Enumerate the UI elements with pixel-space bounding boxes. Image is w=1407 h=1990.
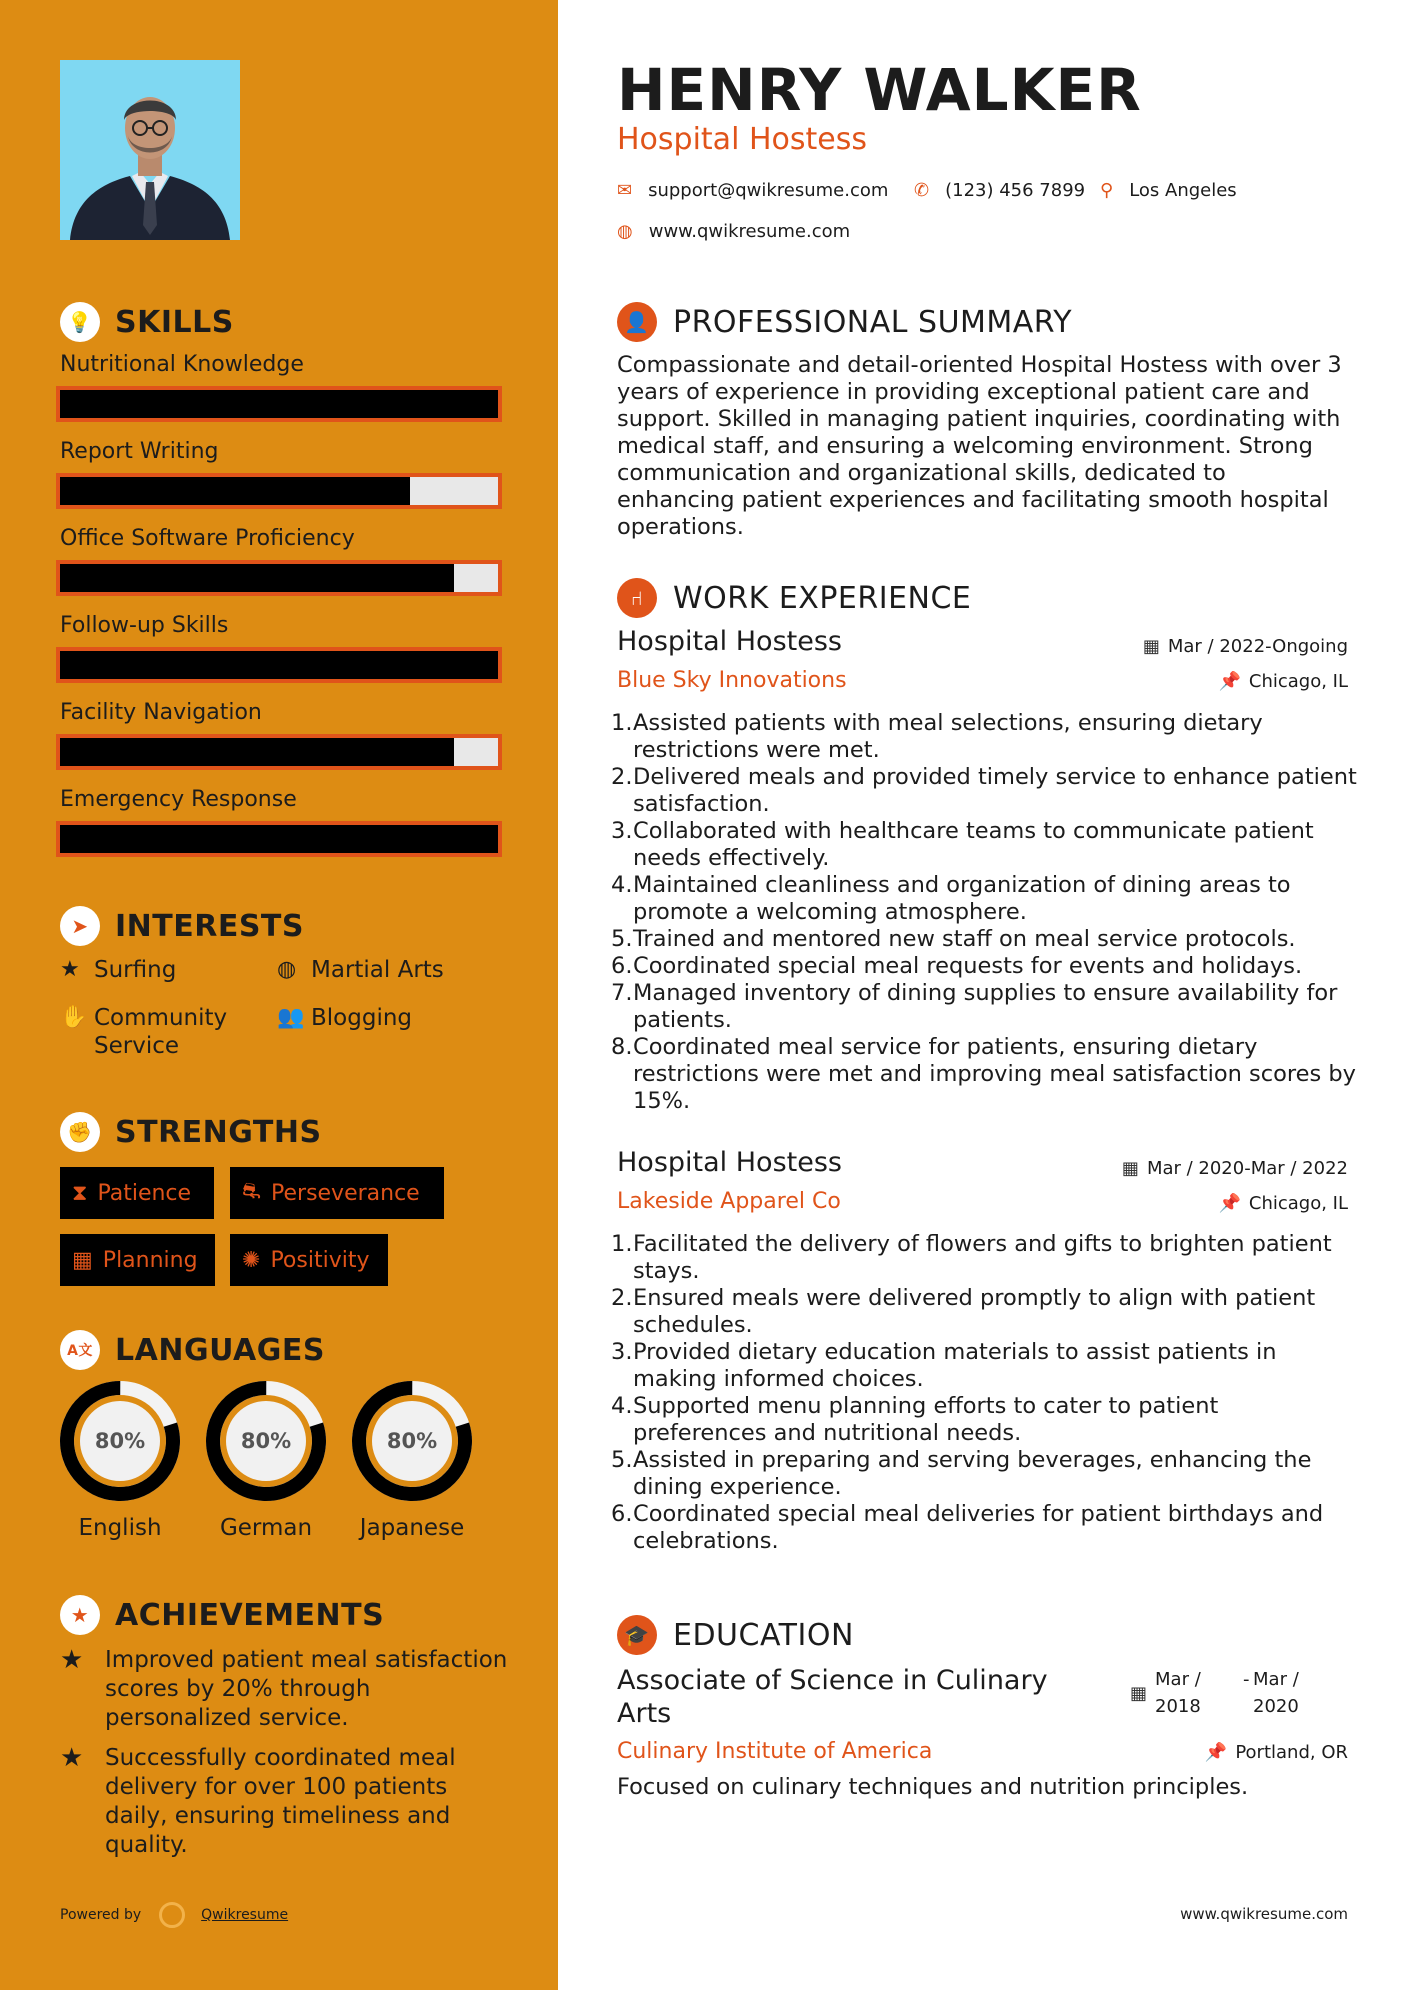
qwikresume-logo-icon	[159, 1902, 185, 1928]
paper-plane-icon: ➤	[60, 906, 100, 946]
strength-badge: ▦ Planning	[60, 1234, 215, 1286]
language-name: German	[219, 1515, 313, 1541]
contact-website[interactable]: ◍ www.qwikresume.com	[617, 221, 851, 242]
list-item: 6. Coordinated special meal deliveries for patient birthdays and celebrations.	[611, 1501, 1324, 1554]
interest-item: ★ Surfing	[60, 957, 177, 983]
job-dates: ▦ Mar / 2020-Mar / 2022	[1121, 1158, 1348, 1179]
translate-icon: A文	[60, 1330, 100, 1370]
language-percent: 80%	[240, 1429, 292, 1453]
shooting-star-icon: ★	[60, 1743, 84, 1773]
skill-bar	[56, 386, 502, 422]
skill-bar	[56, 734, 502, 770]
strengths-heading: ✊ STRENGTHS	[60, 1112, 322, 1152]
education-dates: ▦ Mar / 2018 - Mar / 2020	[1130, 1669, 1299, 1717]
language-ring	[59, 1380, 181, 1502]
hand-icon: ✋	[60, 1005, 88, 1030]
pushpin-icon: 📌	[1218, 671, 1241, 692]
calendar-icon: ▦	[1130, 1683, 1148, 1704]
list-item: 4. Maintained cleanliness and organization of dining areas to promote a welcoming atmosphere.	[611, 872, 1291, 925]
skill-label: Office Software Proficiency	[60, 526, 355, 551]
shooting-star-icon: ★	[60, 1645, 84, 1675]
language-ring	[351, 1380, 473, 1502]
list-item: 7. Managed inventory of dining supplies to ensure availability for patients.	[611, 980, 1338, 1033]
language-name: Japanese	[359, 1515, 465, 1541]
skill-label: Report Writing	[60, 439, 219, 464]
pushpin-icon: 📌	[1218, 1193, 1241, 1214]
globe-icon: ◍	[617, 221, 633, 242]
candidate-name: HENRY WALKER	[617, 56, 1142, 124]
user-icon: 👤	[617, 302, 657, 342]
profile-photo	[60, 60, 240, 240]
summary-text: Compassionate and detail-oriented Hospital Hostess with over 3 years of experience in providing exceptional patient care and support. Skilled in managing patient inquiries, coordinating with medical staff, and ensuring a welcoming environment. Strong communication and organizational skills, dedicated to enhancing patient experiences and facilitating smooth hospital operations.	[617, 352, 1342, 540]
sidebar	[0, 0, 558, 1990]
sun-icon: ✺	[242, 1247, 261, 1273]
skill-label: Follow-up Skills	[60, 613, 229, 638]
list-item: 6. Coordinated special meal requests for events and holidays.	[611, 953, 1303, 979]
skill-bar-fill	[60, 825, 498, 853]
calendar-icon: ▦	[1121, 1158, 1139, 1179]
education-location: 📌 Portland, OR	[1204, 1742, 1348, 1763]
skill-bar	[56, 560, 502, 596]
list-item: 2. Delivered meals and provided timely service to enhance patient satisfaction.	[611, 764, 1357, 817]
list-item: 4. Supported menu planning efforts to cater to patient preferences and nutritional needs.	[611, 1393, 1219, 1446]
graduation-cap-icon: 🎓	[617, 1615, 657, 1655]
lightbulb-icon: 💡	[60, 302, 100, 342]
job-bullets	[611, 710, 1357, 1115]
job-dates: ▦ Mar / 2022-Ongoing	[1142, 636, 1348, 657]
skill-bar	[56, 473, 502, 509]
road-icon: ⛐	[242, 1179, 261, 1204]
school-name: Culinary Institute of America	[617, 1739, 933, 1764]
skill-bar	[56, 647, 502, 683]
skill-label: Nutritional Knowledge	[60, 352, 304, 377]
map-pin-icon: ⚲	[1100, 180, 1114, 201]
education-description: Focused on culinary techniques and nutrition principles.	[617, 1774, 1249, 1800]
company-name: Blue Sky Innovations	[617, 668, 847, 693]
candidate-role: Hospital Hostess	[617, 122, 867, 157]
language-ring	[205, 1380, 327, 1502]
job-title: Hospital Hostess	[617, 626, 842, 657]
list-item: 1. Facilitated the delivery of flowers and gifts to brighten patient stays.	[611, 1231, 1332, 1284]
star-icon: ★	[60, 957, 80, 982]
achievements-heading: ★ ACHIEVEMENTS	[60, 1595, 384, 1635]
interest-item: ◍ Martial Arts	[277, 957, 444, 983]
list-item: 3. Collaborated with healthcare teams to communicate patient needs effectively.	[611, 818, 1314, 871]
list-item: 5. Assisted in preparing and serving beverages, enhancing the dining experience.	[611, 1447, 1312, 1500]
list-item: 5. Trained and mentored new staff on meal service protocols.	[611, 926, 1296, 952]
strength-badge: ✺ Positivity	[230, 1234, 388, 1286]
skill-bar-fill	[60, 564, 454, 592]
users-icon: 👥	[277, 1005, 305, 1030]
phone-icon: ✆	[914, 180, 930, 201]
language-percent: 80%	[386, 1429, 438, 1453]
list-item: 3. Provided dietary education materials to assist patients in making informed choices.	[611, 1339, 1277, 1392]
skill-label: Facility Navigation	[60, 700, 262, 725]
interests-heading: ➤ INTERESTS	[60, 906, 304, 946]
calendar-icon: ▦	[1142, 636, 1160, 657]
contact-phone[interactable]: ✆ (123) 456 7899	[914, 180, 1086, 201]
job-title: Hospital Hostess	[617, 1147, 842, 1178]
calendar-icon: ▦	[72, 1247, 93, 1273]
interest-item: 👥 Blogging	[277, 1005, 413, 1031]
skill-bar	[56, 821, 502, 857]
work-heading: ⑁ WORK EXPERIENCE	[617, 578, 971, 618]
summary-heading: 👤 PROFESSIONAL SUMMARY	[617, 302, 1072, 342]
list-item: 1. Assisted patients with meal selections, ensuring dietary restrictions were met.	[611, 710, 1263, 763]
pushpin-icon: 📌	[1204, 1742, 1228, 1763]
achievement-item: ★ Successfully coordinated meal delivery for over 100 patients daily, ensuring timeliness and quality.	[60, 1743, 456, 1858]
globe-icon: ◍	[277, 957, 297, 982]
skill-bar-fill	[60, 651, 498, 679]
skill-bar-fill	[60, 390, 498, 418]
degree-name: Associate of Science in Culinary Arts	[617, 1665, 1048, 1729]
list-item: 8. Coordinated meal service for patients, ensuring dietary restrictions were met and improving meal satisfaction scores by 15%.	[611, 1034, 1356, 1114]
fist-icon: ✊	[60, 1112, 100, 1152]
languages-heading: A文 LANGUAGES	[60, 1330, 325, 1370]
contact-location: ⚲ Los Angeles	[1100, 180, 1237, 201]
contact-email[interactable]: ✉ support@qwikresume.com	[617, 180, 889, 201]
job-location: 📌 Chicago, IL	[1218, 1193, 1348, 1214]
job-bullets	[611, 1231, 1357, 1555]
interest-item: ✋ Community Service	[60, 1005, 228, 1059]
skill-bar-fill	[60, 477, 410, 505]
footer-website[interactable]: www.qwikresume.com	[1180, 1905, 1348, 1923]
skills-heading: 💡 SKILLS	[60, 302, 234, 342]
job-location: 📌 Chicago, IL	[1218, 671, 1348, 692]
education-heading: 🎓 EDUCATION	[617, 1615, 854, 1655]
chair-icon: ⑁	[617, 578, 657, 618]
portrait-image	[60, 60, 240, 240]
powered-by: Powered by Qwikresume	[60, 1902, 288, 1928]
skill-bar-fill	[60, 738, 454, 766]
qwikresume-link[interactable]: Qwikresume	[201, 1907, 289, 1923]
strength-badge: ⧗ Patience	[60, 1167, 214, 1219]
company-name: Lakeside Apparel Co	[617, 1189, 841, 1214]
star-badge-icon: ★	[60, 1595, 100, 1635]
achievement-item: ★ Improved patient meal satisfaction scores by 20% through personalized service.	[60, 1645, 508, 1731]
strength-badge: ⛐ Perseverance	[230, 1167, 444, 1219]
hourglass-icon: ⧗	[72, 1180, 88, 1206]
list-item: 2. Ensured meals were delivered promptly to align with patient schedules.	[611, 1285, 1316, 1338]
language-percent: 80%	[94, 1429, 146, 1453]
language-name: English	[78, 1515, 162, 1541]
skill-label: Emergency Response	[60, 787, 297, 812]
envelope-icon: ✉	[617, 180, 633, 201]
